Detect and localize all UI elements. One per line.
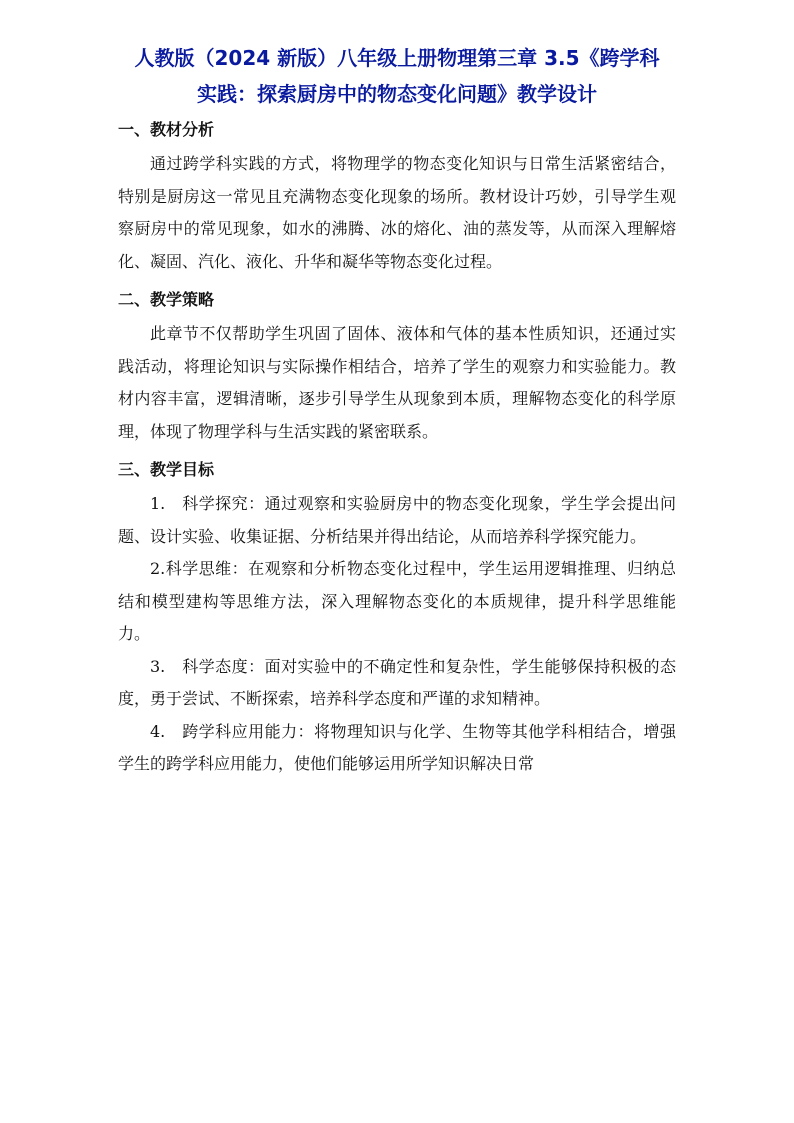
title-line-1: 人教版（2024 新版）八年级上册物理第三章 3.5《跨学科 [134, 46, 660, 70]
title-line-2: 实践：探索厨房中的物态变化问题》教学设计 [197, 82, 597, 106]
section-heading-strategy: 二、教学策略 [118, 290, 215, 309]
paragraph-strategy: 此章节不仅帮助学生巩固了固体、液体和气体的基本性质知识，还通过实践活动，将理论知识与实际操作相结合，培养了学生的观察力和实验能力。教材内容丰富，逻辑清晰，逐步引导学生从现象到本质，理解物态变化的科学原理，体现了物理学科与生活实践的紧密联系。 [118, 324, 676, 441]
goal-item-2: 2.科学思维：在观察和分析物态变化过程中，学生运用逻辑推理、归纳总结和模型建构等思维方法，深入理解物态变化的本质规律，提升科学思维能力。 [118, 559, 676, 643]
section-heading-goals: 三、教学目标 [118, 460, 215, 479]
paragraph-analysis: 通过跨学科实践的方式，将物理学的物态变化知识与日常生活紧密结合，特别是厨房这一常见且充满物态变化现象的场所。教材设计巧妙，引导学生观察厨房中的常见现象，如水的沸腾、冰的熔化、油的蒸发等，从而深入理解熔化、凝固、汽化、液化、升华和凝华等物态变化过程。 [118, 154, 676, 271]
goal-item-3: 3. 科学态度：面对实验中的不确定性和复杂性，学生能够保持积极的态度，勇于尝试、不断探索，培养科学态度和严谨的求知精神。 [118, 656, 676, 708]
section-heading-analysis: 一、教材分析 [118, 120, 215, 139]
document-title [114, 40, 680, 112]
goal-item-1: 1. 科学探究：通过观察和实验厨房中的物态变化现象，学生学会提出问题、设计实验、收集证据、分析结果并得出结论，从而培养科学探究能力。 [118, 494, 676, 546]
goal-item-4: 4. 跨学科应用能力：将物理知识与化学、生物等其他学科相结合，增强学生的跨学科应用能力，使他们能够运用所学知识解决日常 [118, 721, 676, 773]
